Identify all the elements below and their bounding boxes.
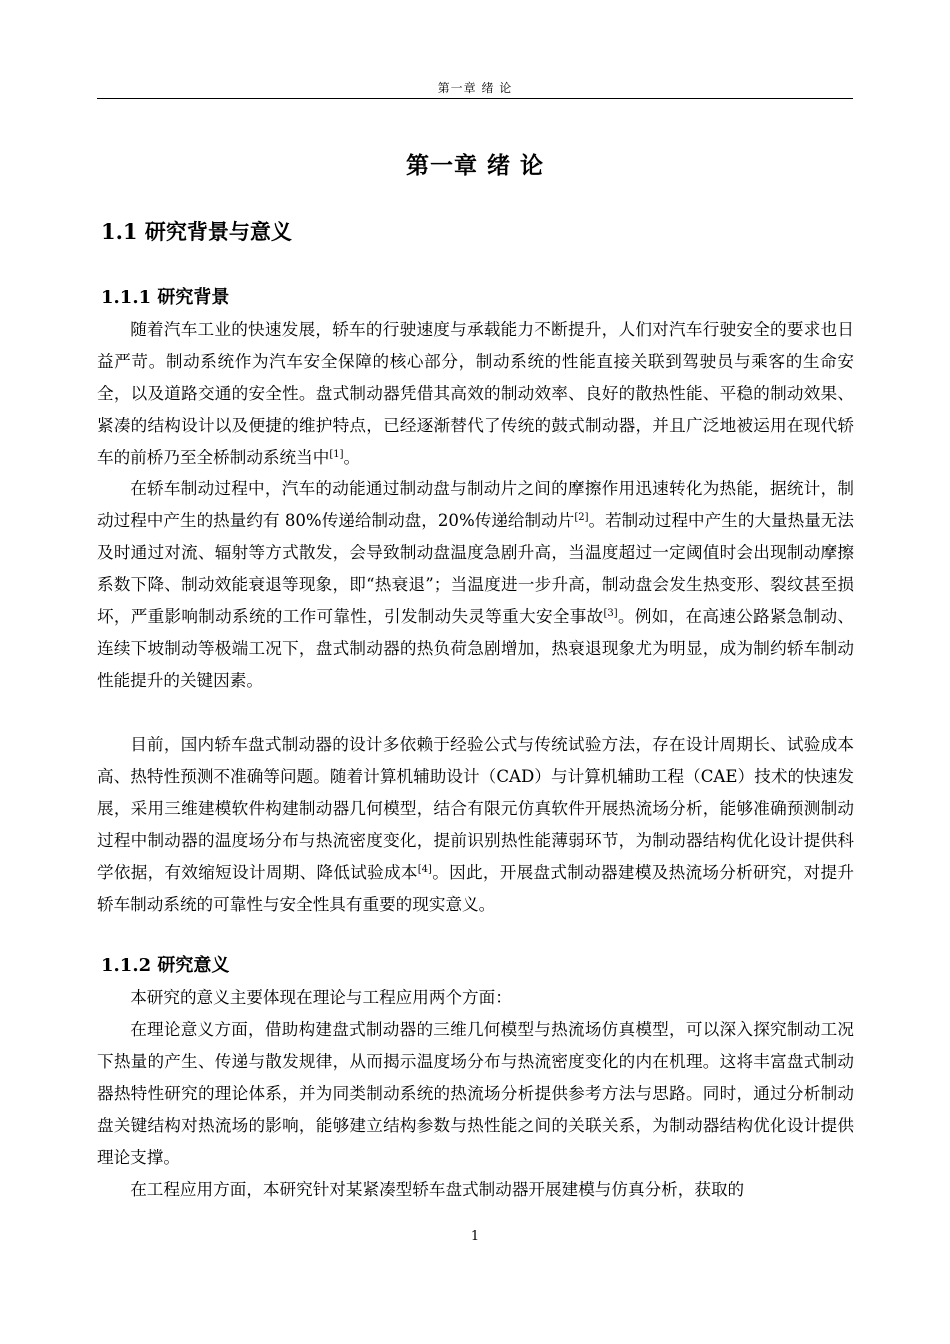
- paragraph-background-1: 随着汽车工业的快速发展，轿车的行驶速度与承载能力不断提升，人们对汽车行驶安全的要求也日益严苛。制动系统作为汽车安全保障的核心部分，制动系统的性能直接关联到驾驶员与乘客的生命安全，以及道路交通的安全性。盘式制动器凭借其高效的制动效率、良好的散热性能、平稳的制动效果、紧凑的结构设计以及便捷的维护特点，已经逐渐替代了传统的鼓式制动器，并且广泛地被运用在现代轿车的前桥乃至全桥制动系统当中[1]。: [97, 320, 854, 467]
- running-header: 第一章 绪 论: [437, 81, 513, 95]
- chapter-title: 第一章 绪 论: [405, 152, 544, 179]
- citation-3: [3]: [603, 608, 618, 619]
- paragraph-background-2: 在轿车制动过程中，汽车的动能通过制动盘与制动片之间的摩擦作用迅速转化为热能，据统计，制动过程中产生的热量约有 80%传递给制动盘，20%传递给制动片[2]。若制动过程中产生的大量热量无法及时通过对流、辐射等方式散发，会导致制动盘温度急剧升高，当温度超过一定阈值时会出现制动摩擦系数下降、制动效能衰退等现象，即“热衰退”；当温度进一步升高，制动盘会发生热变形、裂纹甚至损坏，严重影响制动系统的工作可靠性，引发制动失灵等重大安全事故[3]。例如，在高速公路紧急制动、连续下坡制动等极端工况下，盘式制动器的热负荷急剧增加，热衰退现象尤为明显，成为制约轿车制动性能提升的关键因素。: [97, 479, 855, 690]
- citation-1: [1]: [329, 449, 344, 460]
- section-heading-1-1-2: 1.1.2 研究意义: [101, 955, 230, 976]
- header-rule: [97, 98, 853, 99]
- citation-2: [2]: [574, 512, 589, 523]
- section-heading-1-1-1: 1.1.1 研究背景: [101, 287, 230, 308]
- citation-4: [4]: [417, 864, 432, 875]
- paragraph-background-3: 目前，国内轿车盘式制动器的设计多依赖于经验公式与传统试验方法，存在设计周期长、试验成本高、热特性预测不准确等问题。随着计算机辅助设计（CAD）与计算机辅助工程（CAE）技术的快速发展，采用三维建模软件构建制动器几何模型，结合有限元仿真软件开展热流场分析，能够准确预测制动过程中制动器的温度场分布与热流密度变化，提前识别热性能薄弱环节，为制动器结构优化设计提供科学依据，有效缩短设计周期、降低试验成本[4]。因此，开展盘式制动器建模及热流场分析研究，对提升轿车制动系统的可靠性与安全性具有重要的现实意义。: [97, 735, 854, 914]
- paragraph-significance-intro: 本研究的意义主要体现在理论与工程应用两个方面：: [130, 988, 512, 1007]
- paragraph-significance-engineering: 在工程应用方面，本研究针对某紧凑型轿车盘式制动器开展建模与仿真分析，获取的: [130, 1180, 745, 1199]
- paragraph-significance-theory: 在理论意义方面，借助构建盘式制动器的三维几何模型与热流场仿真模型，可以深入探究制动工况下热量的产生、传递与散发规律，从而揭示温度场分布与热流密度变化的内在机理。这将丰富盘式制动器热特性研究的理论体系，并为同类制动系统的热流场分析提供参考方法与思路。同时，通过分析制动盘关键结构对热流场的影响，能够建立结构参数与热性能之间的关联关系，为制动器结构优化设计提供理论支撑。: [97, 1020, 854, 1167]
- page-number: 1: [470, 1229, 480, 1244]
- section-heading-1-1: 1.1 研究背景与意义: [101, 219, 292, 244]
